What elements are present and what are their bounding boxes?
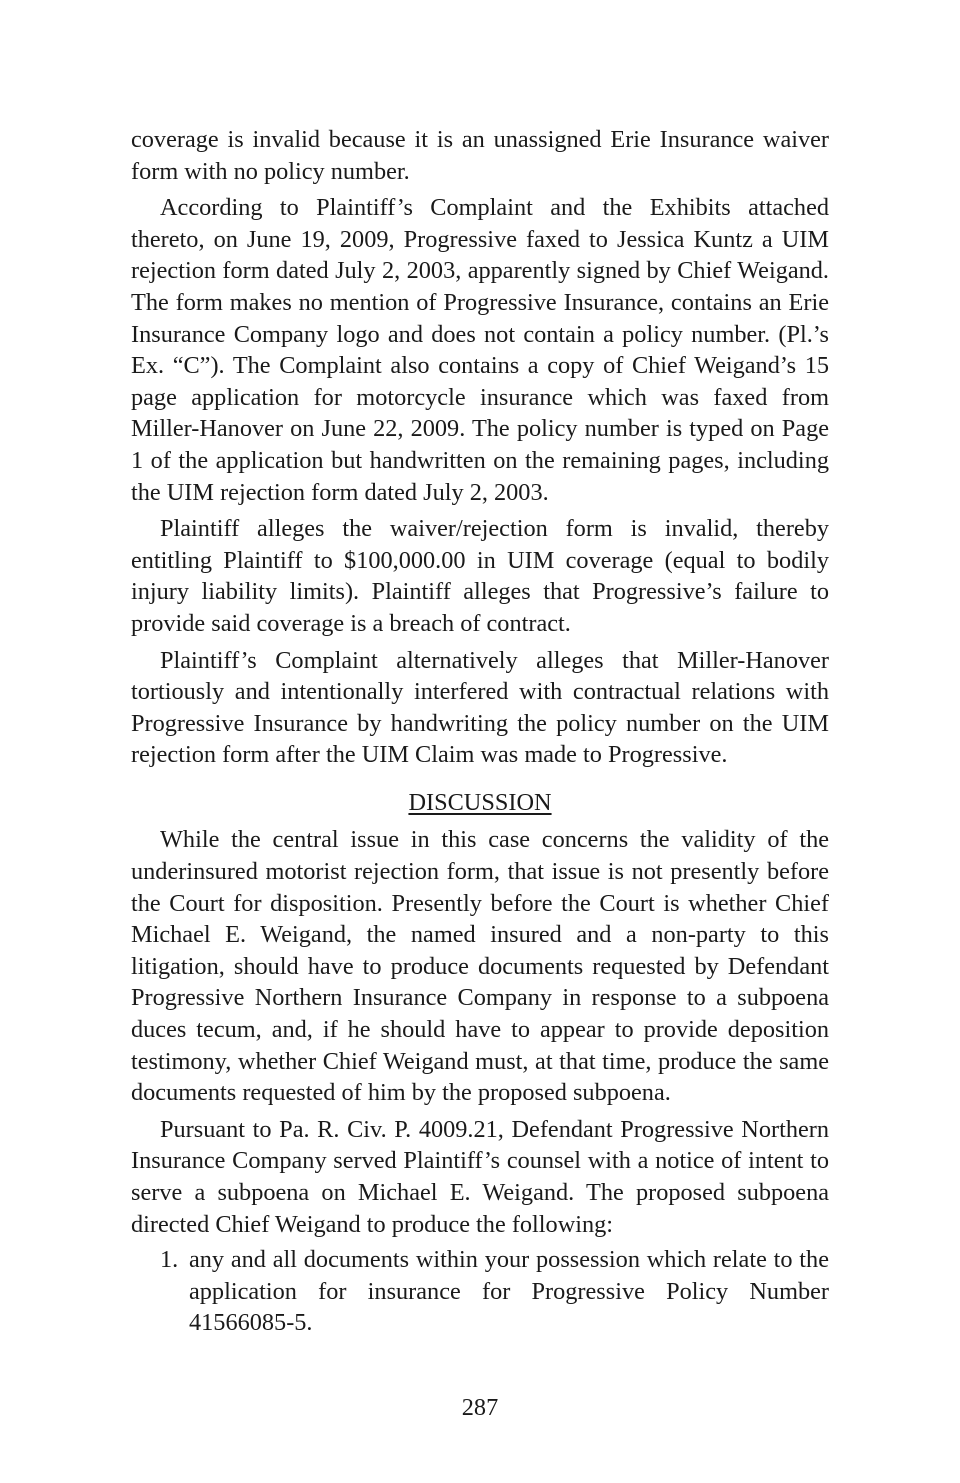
section-heading-discussion: DISCUSSION: [408, 788, 552, 816]
paragraph-complaint-exhibits: According to Plaintiff’s Complaint and the Exhibits attached thereto, on June 19, 2009, Progressive faxed to Jessica Kuntz a UIM rejection form dated July 2, 2003, apparently signed by Chief Weigand. The form makes no mention of Progressive Insurance, contains an Erie Insurance Company logo and does not contain a policy number. (Pl.’s Ex. “C”). The Complaint also contains a copy of Chief Weigand’s 15 page application for motorcycle insurance which was faxed from Miller-Hanover on June 22, 2009. The policy number is typed on Page 1 of the application but handwritten on the remaining pages, including the UIM rejection form dated July 2, 2003.: [131, 194, 829, 506]
document-page: [131, 124, 829, 1339]
list-item-number: 1.: [160, 1246, 179, 1274]
subpoena-request-list: [131, 1244, 829, 1339]
paragraph-waiver-invalid: Plaintiff alleges the waiver/rejection form is invalid, thereby entitling Plaintiff to $100,000.00 in UIM coverage (equal to bodily injury liability limits). Plaintiff alleges that Progressive’s failure to provide said coverage is a breach of contract.: [131, 515, 829, 637]
page-number: 287: [461, 1394, 499, 1421]
paragraph-subpoena-notice: Pursuant to Pa. R. Civ. P. 4009.21, Defendant Progressive Northern Insurance Company served Plaintiff’s counsel with a notice of intent to serve a subpoena on Michael E. Weigand. The proposed subpoena directed Chief Weigand to produce the following:: [131, 1115, 829, 1238]
list-item-text: any and all documents within your possession which relate to the application for insurance for Progressive Policy Number 41566085-5.: [189, 1246, 829, 1337]
paragraph-central-issue: While the central issue in this case concerns the validity of the underinsured motorist rejection form, that issue is not presently before the Court for disposition. Presently before the Court is whether Chief Michael E. Weigand, the named insured and a non-party to this litigation, should have to produce documents requested by Defendant Progressive Northern Insurance Company in response to a subpoena duces tecum, and, if he should have to appear to provide deposition testimony, whether Chief Weigand must, at that time, produce the same documents requested of him by the proposed subpoena.: [131, 826, 829, 1107]
paragraph-tortious-interference: Plaintiff’s Complaint alternatively alleges that Miller-Hanover tortiously and intentionally interfered with contractual relations with Progressive Insurance by handwriting the policy number on the UIM rejection form after the UIM Claim was made to Progressive.: [131, 646, 829, 769]
list-item: [131, 1244, 829, 1339]
paragraph-continuation: coverage is invalid because it is an unassigned Erie Insurance waiver form with no policy number.: [131, 126, 829, 185]
